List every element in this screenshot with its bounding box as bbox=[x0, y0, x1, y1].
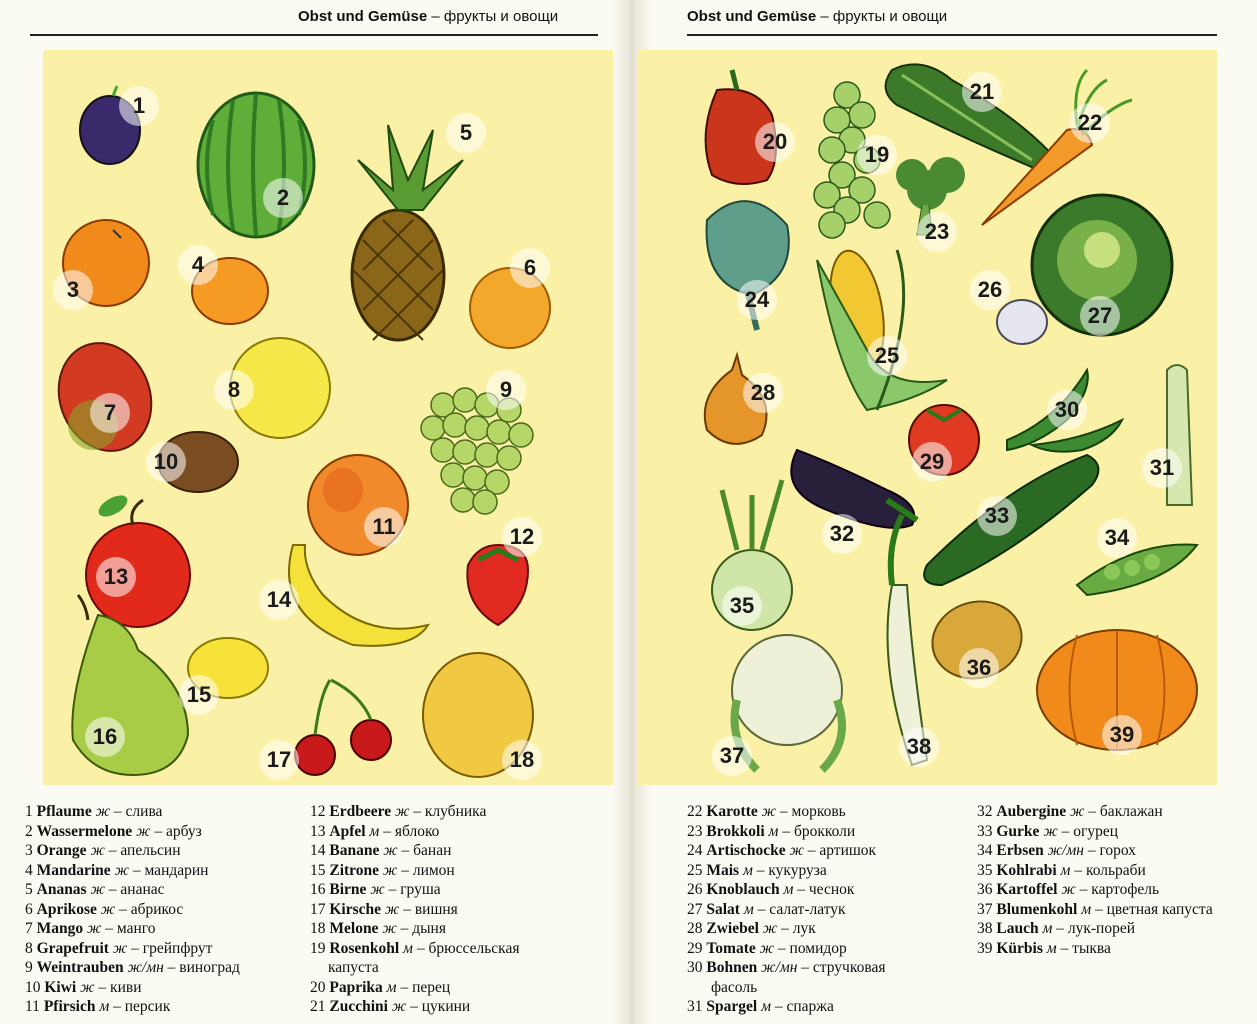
number-label: 14 bbox=[259, 580, 299, 620]
vegetable-illustrations bbox=[637, 50, 1217, 785]
legend-entry: 25 Mais м – кукуруза bbox=[687, 861, 827, 879]
legend-entry: 8 Grapefruit ж – грейпфрут bbox=[25, 939, 213, 957]
number-label: 18 bbox=[502, 740, 542, 780]
number-label: 34 bbox=[1097, 518, 1137, 558]
fruit-illustration-panel bbox=[43, 50, 613, 785]
legend-entry: 39 Kürbis м – тыква bbox=[977, 939, 1111, 957]
number-label: 29 bbox=[912, 442, 952, 482]
number-label: 26 bbox=[970, 270, 1010, 310]
number-label: 20 bbox=[755, 122, 795, 162]
number-label: 25 bbox=[867, 336, 907, 376]
left-page bbox=[0, 0, 625, 1024]
number-label: 12 bbox=[502, 517, 542, 557]
header-german: Obst und Gemüse bbox=[298, 8, 428, 25]
legend-entry: 12 Erdbeere ж – клубника bbox=[310, 803, 487, 820]
number-label: 28 bbox=[743, 373, 783, 413]
number-label: 8 bbox=[214, 370, 254, 410]
watermelon-illustration bbox=[198, 93, 314, 237]
number-label: 35 bbox=[722, 586, 762, 626]
number-label: 32 bbox=[822, 514, 862, 554]
legend-entry: 29 Tomate ж – помидор bbox=[687, 939, 847, 957]
legend-entry: 4 Mandarine ж – мандарин bbox=[25, 861, 209, 879]
apple-illustration bbox=[86, 491, 190, 627]
pineapple-illustration bbox=[352, 125, 463, 340]
number-label: 24 bbox=[737, 280, 777, 320]
legend-entry: 31 Spargel м – спаржа bbox=[687, 998, 834, 1015]
legend-entry: 33 Gurke ж – огурец bbox=[977, 822, 1119, 840]
legend-entry: 16 Birne ж – груша bbox=[310, 881, 441, 898]
number-label: 37 bbox=[712, 736, 752, 776]
strawberry-illustration bbox=[467, 545, 528, 625]
number-label: 17 bbox=[259, 740, 299, 780]
header-rule bbox=[30, 34, 598, 36]
legend-entry-continuation: фасоль bbox=[711, 978, 758, 996]
number-label: 10 bbox=[146, 442, 186, 482]
number-label: 13 bbox=[96, 557, 136, 597]
header-russian: – фрукты и овощи bbox=[431, 8, 559, 25]
legend-entry: 18 Melone ж – дыня bbox=[310, 920, 446, 937]
header-rule bbox=[687, 34, 1217, 36]
number-label: 39 bbox=[1102, 715, 1142, 755]
number-label: 1 bbox=[119, 86, 159, 126]
number-label: 5 bbox=[446, 113, 486, 153]
number-label: 36 bbox=[959, 648, 999, 688]
legend-entry: 23 Brokkoli м – брокколи bbox=[687, 822, 856, 840]
legend-entry: 11 Pfirsich м – персик bbox=[25, 998, 171, 1015]
legend-entry: 9 Weintrauben ж/мн – виноград bbox=[25, 959, 240, 976]
legend-entry: 2 Wassermelone ж – арбуз bbox=[25, 822, 202, 840]
number-label: 22 bbox=[1070, 103, 1110, 143]
legend-entry: 27 Salat м – салат-латук bbox=[687, 900, 846, 918]
number-label: 6 bbox=[510, 248, 550, 288]
number-label: 27 bbox=[1080, 296, 1120, 336]
number-label: 4 bbox=[178, 245, 218, 285]
cherries-illustration bbox=[295, 680, 391, 775]
legend-entry: 13 Apfel м – яблоко bbox=[310, 822, 440, 840]
legend-entry: 21 Zucchini ж – цукини bbox=[310, 998, 471, 1015]
number-label: 3 bbox=[53, 270, 93, 310]
legend-entry: 24 Artischocke ж – артишок bbox=[687, 842, 877, 859]
number-label: 2 bbox=[263, 178, 303, 218]
legend-entry-continuation: капуста bbox=[328, 959, 379, 976]
legend-entry: 15 Zitrone ж – лимон bbox=[310, 861, 455, 879]
legend-entry: 32 Aubergine ж – баклажан bbox=[977, 803, 1163, 820]
number-label: 11 bbox=[364, 507, 404, 547]
legend-column-1 bbox=[687, 802, 885, 1017]
legend-entry: 37 Blumenkohl м – цветная капуста bbox=[977, 900, 1213, 918]
header-german: Obst und Gemüse bbox=[687, 8, 817, 25]
right-page bbox=[632, 0, 1257, 1024]
legend-entry: 35 Kohlrabi м – кольраби bbox=[977, 861, 1146, 879]
number-label: 9 bbox=[486, 370, 526, 410]
number-label: 30 bbox=[1047, 390, 1087, 430]
legend-entry: 34 Erbsen ж/мн – горох bbox=[977, 842, 1137, 859]
number-label: 15 bbox=[179, 675, 219, 715]
banana-illustration bbox=[289, 545, 428, 646]
legend-entry: 22 Karotte ж – морковь bbox=[687, 803, 846, 820]
corn-illustration bbox=[817, 247, 947, 410]
legend-entry: 36 Kartoffel ж – картофель bbox=[977, 881, 1160, 898]
number-label: 33 bbox=[977, 496, 1017, 536]
number-label: 23 bbox=[917, 212, 957, 252]
number-label: 21 bbox=[962, 72, 1002, 112]
legend-entry: 1 Pflaume ж – слива bbox=[25, 803, 163, 820]
peas-illustration bbox=[1077, 545, 1197, 596]
left-page-header bbox=[298, 8, 558, 25]
legend-entry: 19 Rosenkohl м – брюссельская bbox=[310, 939, 520, 957]
legend-entry: 17 Kirsche ж – вишня bbox=[310, 900, 458, 918]
number-label: 16 bbox=[85, 717, 125, 757]
garlic-illustration bbox=[997, 300, 1047, 344]
number-label: 31 bbox=[1142, 448, 1182, 488]
number-label: 19 bbox=[857, 135, 897, 175]
header-russian: – фрукты и овощи bbox=[820, 8, 948, 25]
legend-entry: 6 Aprikose ж – абрикос bbox=[25, 900, 184, 918]
right-page-header bbox=[687, 8, 947, 25]
legend-entry: 7 Mango ж – манго bbox=[25, 920, 156, 937]
legend-entry: 10 Kiwi ж – киви bbox=[25, 978, 142, 996]
legend-column-2 bbox=[310, 802, 519, 1017]
legend-entry: 14 Banane ж – банан bbox=[310, 842, 452, 859]
number-label: 7 bbox=[90, 393, 130, 433]
legend-entry: 3 Orange ж – апельсин bbox=[25, 842, 181, 859]
legend-entry: 30 Bohnen ж/мн – стручковая bbox=[687, 959, 886, 976]
legend-column-1 bbox=[25, 802, 240, 1017]
legend-entry: 28 Zwiebel ж – лук bbox=[687, 920, 816, 937]
vegetable-illustration-panel bbox=[637, 50, 1217, 785]
legend-entry: 5 Ananas ж – ананас bbox=[25, 881, 165, 898]
legend-entry: 38 Lauch м – лук-порей bbox=[977, 920, 1136, 937]
number-label: 38 bbox=[899, 727, 939, 767]
legend-entry: 26 Knoblauch м – чеснок bbox=[687, 881, 855, 898]
legend-column-2 bbox=[977, 802, 1213, 958]
legend-entry: 20 Paprika м – перец bbox=[310, 978, 451, 996]
